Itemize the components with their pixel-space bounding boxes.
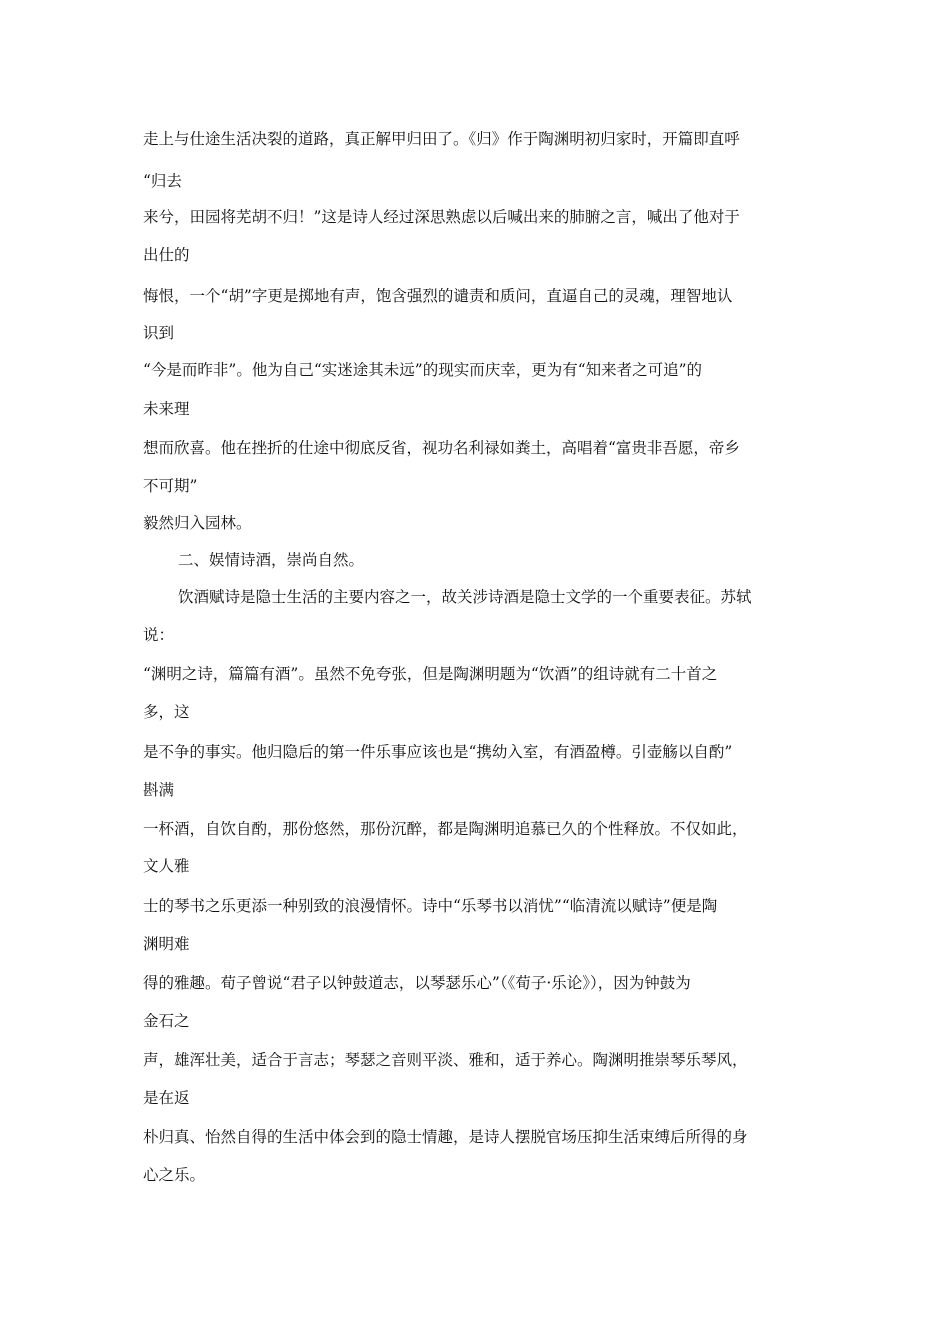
text-line: 一杯酒，自饮自酌，那份悠然，那份沉醉，都是陶渊明追慕已久的个性释放。不仅如此， [143,820,748,838]
text-line: 出仕的 [143,246,190,264]
text-line: 毅然归入园林。 [143,514,252,532]
section-heading: 二、娱情诗酒，崇尚自然。 [178,551,365,569]
text-line: 朴归真、怡然自得的生活中体会到的隐士情趣，是诗人摆脱官场压抑生活束缚后所得的身 [143,1128,748,1146]
text-line: 是不争的事实。他归隐后的第一件乐事应该也是“携幼入室，有酒盈樽。引壶觞以自酌” [143,743,733,761]
text-line: 不可期” [143,477,198,495]
text-line: “渊明之诗，篇篇有酒”。虽然不免夸张，但是陶渊明题为“饮酒”的组诗就有二十首之 [143,665,718,683]
text-line: 金石之 [143,1012,190,1030]
text-line: 斟满 [143,781,175,799]
text-line: 想而欣喜。他在挫折的仕途中彻底反省，视功名利禄如粪土，高唱着“富贵非吾愿，帝乡 [143,439,740,457]
text-line: 文人雅 [143,857,190,875]
text-line: 士的琴书之乐更添一种别致的浪漫情怀。诗中“乐琴书以消忧”“临清流以赋诗”便是陶 [143,897,718,915]
text-line: 饮酒赋诗是隐士生活的主要内容之一，故关涉诗酒是隐士文学的一个重要表征。苏轼 [178,588,752,606]
text-line: 得的雅趣。荀子曾说“君子以钟鼓道志，以琴瑟乐心”（《荀子·乐论》），因为钟鼓为 [143,974,691,992]
text-line: 多，这 [143,703,190,721]
text-line: 声，雄浑壮美，适合于言志；琴瑟之音则平淡、雅和，适于养心。陶渊明推崇琴乐琴风， [143,1051,748,1069]
text-line: “归去 [143,172,182,190]
text-line: 悔恨，一个“胡”字更是掷地有声，饱含强烈的谴责和质问，直逼自己的灵魂，理智地认 [143,287,733,305]
text-line: 说： [143,626,175,644]
text-line: 是在返 [143,1089,190,1107]
text-line: 心之乐。 [143,1166,206,1184]
text-line: 来兮，田园将芜胡不归！”这是诗人经过深思熟虑以后喊出来的肺腑之言，喊出了他对于 [143,208,740,226]
text-line: 未来理 [143,400,190,418]
text-line: 识到 [143,324,175,342]
text-line: “今是而昨非”。他为自己“实迷途其未远”的现实而庆幸，更为有“知来者之可追”的 [143,361,703,379]
text-line: 渊明难 [143,935,190,953]
text-line: 走上与仕途生活决裂的道路，真正解甲归田了。《归》作于陶渊明初归家时，开篇即直呼 [143,130,740,148]
